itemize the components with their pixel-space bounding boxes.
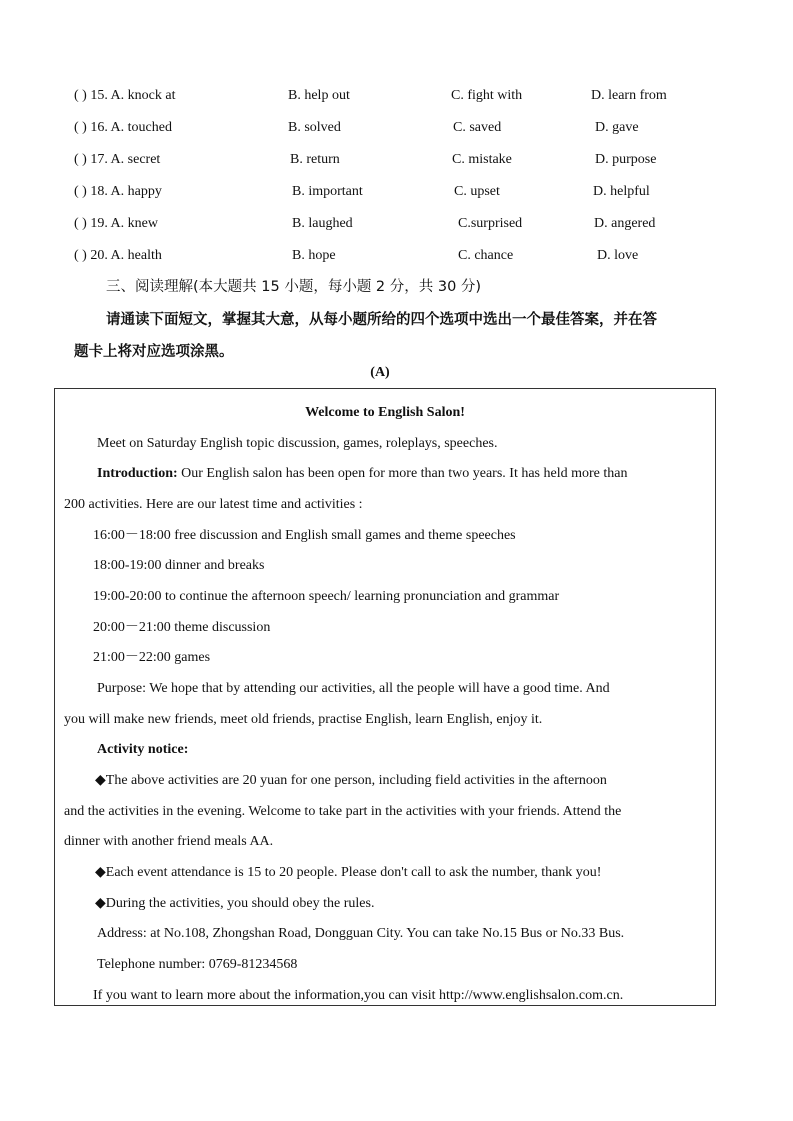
introduction-label: Introduction: [97,466,178,481]
address: Address: at No.108, Zhongshan Road, Dongguan City. You can take No.15 Bus or No.33 Bus. [97,926,625,941]
option-c: C. upset [454,184,500,199]
question-stem: ( ) 20. A. health [74,248,162,263]
schedule-item: 16:00－18:00 free discussion and English small games and theme speeches [93,528,516,543]
option-d: D. angered [594,216,656,231]
option-d: D. purpose [595,152,657,167]
option-c: C.surprised [458,216,523,231]
purpose-line-1: Purpose: We hope that by attending our activities, all the people will have a good time. And [97,681,610,696]
question-stem: ( ) 18. A. happy [74,184,162,199]
option-d: D. gave [595,120,639,135]
telephone: Telephone number: 0769-81234568 [97,957,298,972]
option-d: D. learn from [591,88,667,103]
option-b: B. hope [292,248,336,263]
option-b: B. return [290,152,340,167]
schedule-item: 18:00-19:00 dinner and breaks [93,558,265,573]
introduction-text: Our English salon has been open for more than two years. It has held more than [177,466,628,481]
instruction-line-1: 请通读下面短文，掌握其大意，从每小题所给的四个选项中选出一个最佳答案，并在答 [106,312,657,328]
option-c: C. fight with [451,88,523,103]
introduction-line-1 [97,464,627,484]
instruction-line-2: 题卡上将对应选项涂黑。 [74,344,234,360]
notice-1-line-1: ◆The above activities are 20 yuan for one person, including field activities in the afternoon [95,773,607,788]
website-line: If you want to learn more about the information,you can visit http://www.englishsalon.com.cn. [93,988,624,1003]
schedule-item: 21:00－22:00 games [93,650,211,665]
option-c: C. mistake [452,152,512,167]
notice-1-line-2: and the activities in the evening. Welcome to take part in the activities with your friends. Attend the [64,804,622,819]
passage-box [54,388,716,1006]
intro-line: Meet on Saturday English topic discussion, games, roleplays, speeches. [97,436,498,451]
purpose-line-2: you will make new friends, meet old friends, practise English, learn English, enjoy it. [64,712,543,727]
notice-1-line-3: dinner with another friend meals AA. [64,834,274,849]
option-c: C. saved [453,120,502,135]
question-stem: ( ) 16. A. touched [74,120,172,135]
option-d: D. helpful [593,184,650,199]
passage-title: Welcome to English Salon! [305,405,465,420]
notice-3: ◆During the activities, you should obey the rules. [95,896,375,911]
option-b: B. solved [288,120,341,135]
introduction-line-2: 200 activities. Here are our latest time and activities : [64,497,363,512]
option-b: B. important [292,184,363,199]
passage-label: (A) [370,365,390,380]
question-stem: ( ) 15. A. knock at [74,88,176,103]
option-c: C. chance [458,248,514,263]
option-b: B. help out [288,88,350,103]
question-stem: ( ) 17. A. secret [74,152,161,167]
option-d: D. love [597,248,639,263]
question-stem: ( ) 19. A. knew [74,216,158,231]
notice-2: ◆Each event attendance is 15 to 20 people. Please don't call to ask the number, thank you! [95,865,602,880]
notice-label: Activity notice: [97,742,189,757]
option-b: B. laughed [292,216,353,231]
schedule-item: 19:00-20:00 to continue the afternoon speech/ learning pronunciation and grammar [93,589,560,604]
section-title: 三、阅读理解(本大题共 15 小题，每小题 2 分，共 30 分) [106,279,482,295]
schedule-item: 20:00－21:00 theme discussion [93,620,271,635]
